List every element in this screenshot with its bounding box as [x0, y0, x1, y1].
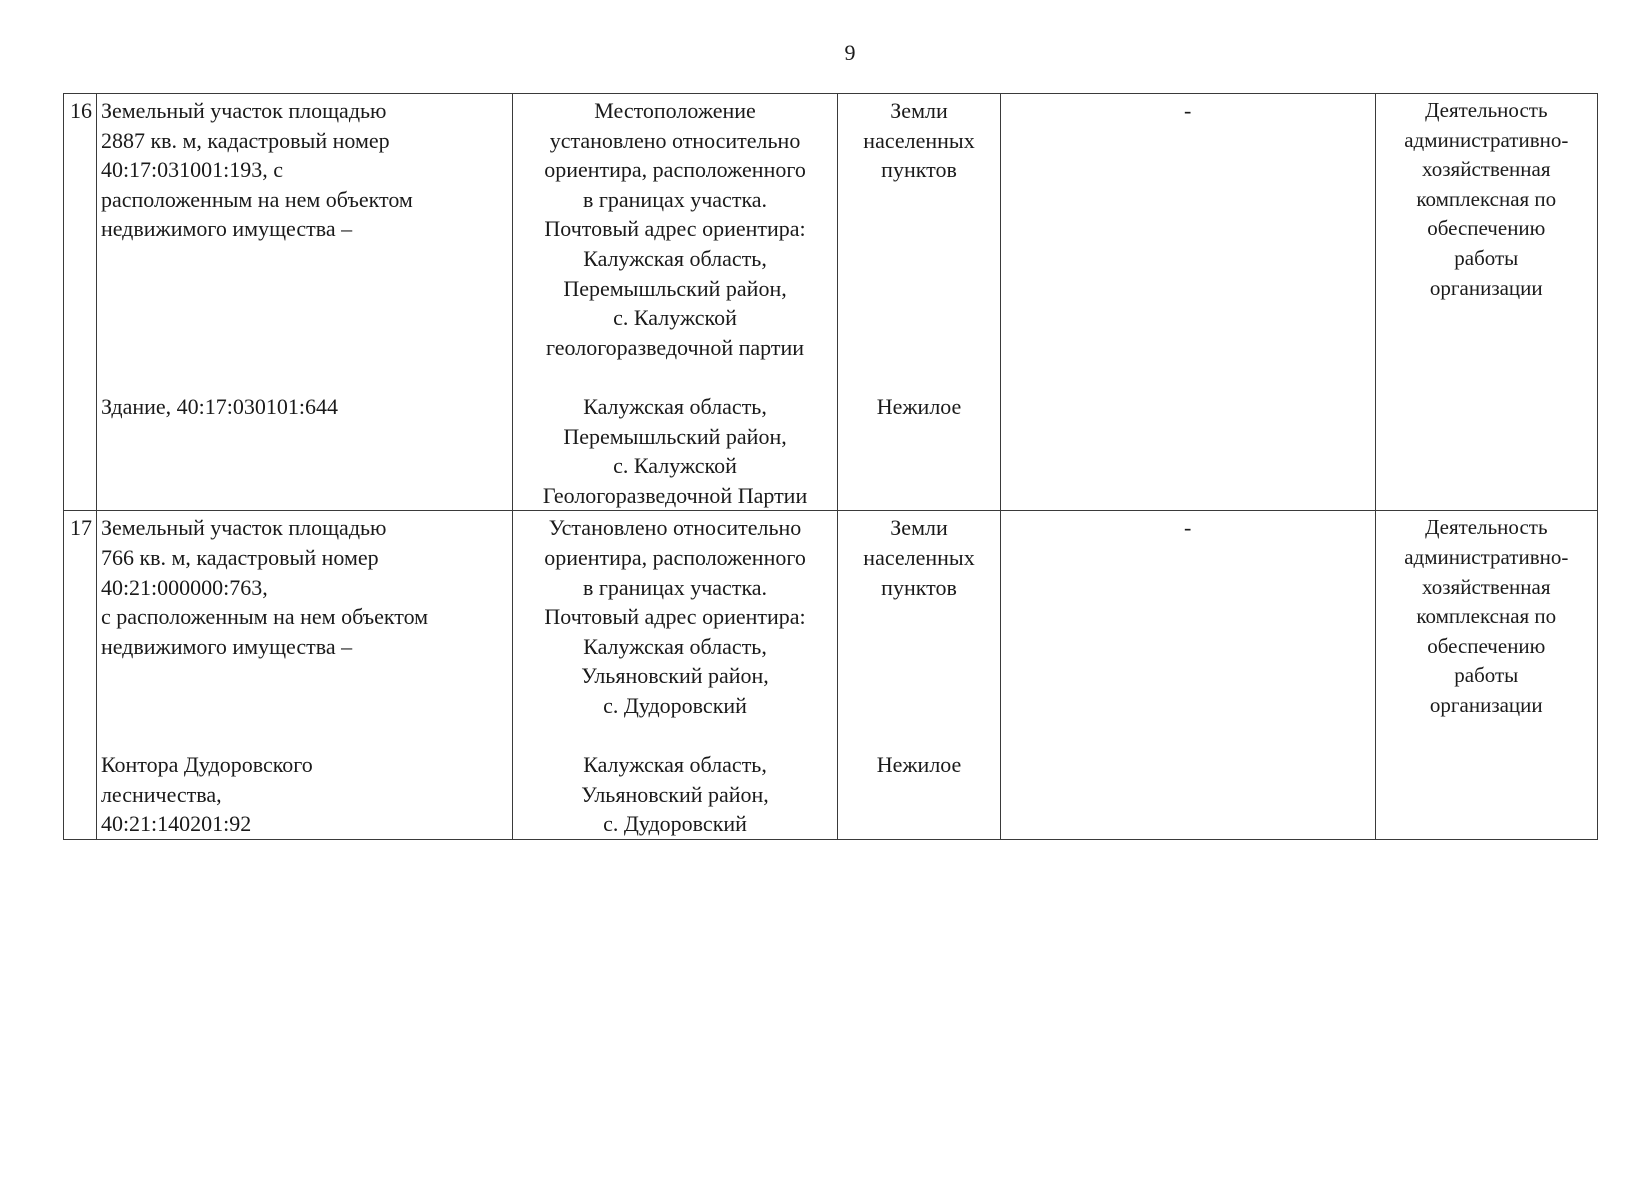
building-address-line: Геологоразведочной Партии [542, 482, 808, 508]
page-number: 9 [844, 40, 856, 65]
address-line: с. Калужской [613, 305, 737, 331]
category-line: пунктов [881, 574, 957, 600]
object-description [96, 94, 512, 511]
category-line: Земли [890, 98, 948, 123]
permitted-use [1375, 511, 1597, 840]
object-line: расположенным на нем объектом [100, 186, 413, 212]
category-line: населенных [863, 127, 975, 153]
address-line: Почтовый адрес ориентира: [544, 216, 806, 242]
object-line: Земельный участок площадью [100, 98, 387, 123]
object-category [838, 511, 1001, 840]
building-address-line: Калужская область, [583, 752, 767, 778]
category-line: пунктов [881, 157, 957, 183]
building-address-line: с. Калужской [613, 453, 737, 479]
use-line: комплексная по [1416, 186, 1557, 211]
address-line: в границах участка. [582, 574, 768, 600]
use-line: хозяйственная [1422, 574, 1551, 599]
object-line: 40:21:000000:763, [100, 574, 268, 600]
address-line: Ульяновский район, [581, 663, 769, 689]
object-description [96, 511, 512, 840]
address-line: в границах участка. [582, 186, 768, 212]
object-line: недвижимого имущества – [100, 216, 353, 242]
use-line: обеспечению [1427, 216, 1546, 241]
address-line: Местоположение [594, 98, 756, 123]
address-line: Почтовый адрес ориентира: [544, 604, 806, 630]
building-line: Здание, 40:17:030101:644 [100, 393, 339, 419]
use-line: хозяйственная [1422, 157, 1551, 182]
use-line: работы [1454, 245, 1519, 270]
address-line: с. Дудоровский [603, 692, 747, 718]
row-number: 17 [64, 511, 97, 840]
building-line: лесничества, [100, 781, 222, 807]
building-line: 40:21:140201:92 [100, 811, 252, 837]
address-line: Установлено относительно [548, 515, 802, 541]
use-line: организации [1429, 275, 1543, 300]
address-line: Калужская область, [583, 245, 767, 271]
use-line: административно- [1404, 127, 1569, 152]
building-address-line: Ульяновский район, [581, 781, 769, 807]
address-line: Перемышльский район, [563, 275, 787, 301]
permitted-use [1375, 94, 1597, 511]
object-line: Земельный участок площадью [100, 515, 387, 541]
address-line: Калужская область, [583, 633, 767, 659]
object-line: с расположенным на нем объектом [100, 604, 429, 630]
use-line: комплексная по [1416, 604, 1557, 629]
address-line: ориентира, расположенного [544, 544, 806, 570]
use-line: обеспечению [1427, 633, 1546, 658]
building-line: Контора Дудоровского [100, 752, 313, 778]
object-line: недвижимого имущества – [100, 633, 353, 659]
table-row [64, 511, 1598, 840]
use-line: административно- [1404, 544, 1569, 569]
object-line: 40:17:031001:193, с [100, 157, 284, 183]
object-category [838, 94, 1001, 511]
row-number: 16 [64, 94, 97, 511]
building-address-line: с. Дудоровский [603, 811, 747, 837]
table-row [64, 94, 1598, 511]
address-line: установлено относительно [549, 127, 801, 153]
object-address [512, 511, 837, 840]
use-line: работы [1454, 663, 1519, 688]
address-line: геологоразведочной партии [546, 334, 805, 360]
object-line: 766 кв. м, кадастровый номер [100, 544, 379, 570]
address-line: ориентира, расположенного [544, 157, 806, 183]
use-line: Деятельность [1425, 98, 1548, 122]
category-line: населенных [863, 544, 975, 570]
use-line: Деятельность [1425, 515, 1548, 540]
use-line: организации [1429, 692, 1543, 717]
property-table [63, 93, 1598, 840]
object-address [512, 94, 837, 511]
building-address-line: Перемышльский район, [563, 423, 787, 449]
category-line: Земли [890, 515, 948, 541]
encumbrance: - [1000, 511, 1375, 840]
building-category: Нежилое [876, 393, 962, 419]
building-address-line: Калужская область, [583, 393, 767, 419]
object-line: 2887 кв. м, кадастровый номер [100, 127, 390, 153]
building-category: Нежилое [876, 752, 962, 778]
encumbrance: - [1000, 94, 1375, 511]
